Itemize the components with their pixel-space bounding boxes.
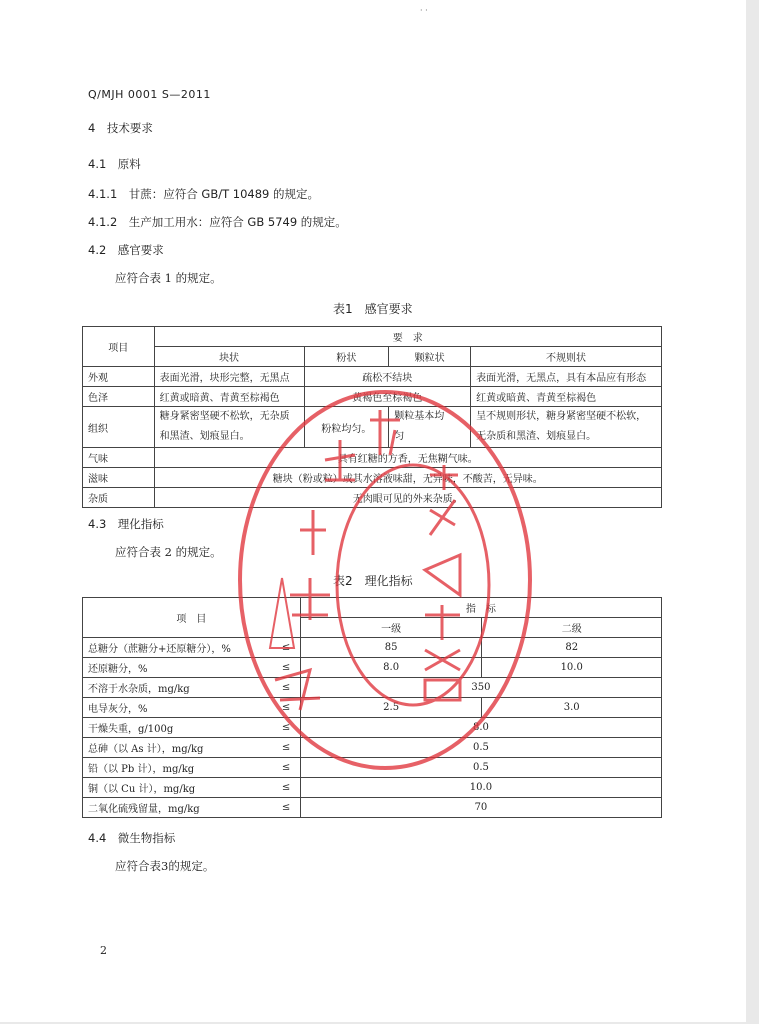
t2-row-grade2: 82 (482, 638, 662, 658)
t2-row-name: 电导灰分，% (83, 698, 273, 718)
t2-row-grade1: 8.0 (300, 658, 482, 678)
t2-row-name: 还原糖分，% (83, 658, 273, 678)
t2-row-name: 不溶于水杂质，mg/kg (83, 678, 273, 698)
table-row (83, 738, 662, 758)
t1-texture-irregular-line2: 无杂质和黑渣、划痕显白。 (476, 431, 597, 442)
t2-row-value: 0.5 (300, 758, 661, 778)
t1-appearance-irregular: 表面光滑，无黑点，具有本品应有形态 (471, 367, 662, 387)
table-row (83, 698, 662, 718)
table-row (83, 798, 662, 818)
t2-row-grade1: 85 (300, 638, 482, 658)
t2-le-sign: ≤ (272, 638, 300, 658)
section-4-3-body: 应符合表 2 的规定。 (115, 545, 222, 559)
table-row (83, 658, 662, 678)
section-4-1-2-text: 4.1.2 生产加工用水：应符合 GB 5749 的规定。 (88, 215, 347, 229)
section-4-1-1-text: 4.1.1 甘蔗：应符合 GB/T 10489 的规定。 (88, 187, 320, 201)
t1-taste-value: 糖块（粉或粒）或其水溶液味甜，无异味，不酸苦，无异味。 (154, 468, 661, 488)
t2-row-value: 70 (300, 798, 661, 818)
t2-le-sign: ≤ (272, 738, 300, 758)
t2-header-grade1: 一级 (300, 618, 482, 638)
t2-le-sign: ≤ (272, 758, 300, 778)
table-row (83, 488, 662, 508)
table-row (83, 778, 662, 798)
t1-header-powder: 粉状 (304, 347, 389, 367)
table-row (83, 678, 662, 698)
t1-color-powder-granule: 黄褐色至棕褐色 (304, 387, 471, 407)
t2-row-grade2: 10.0 (482, 658, 662, 678)
t1-texture-granule-line1: 颗粒基本均 (394, 411, 445, 422)
t2-header-grade2: 二级 (482, 618, 662, 638)
t2-le-sign: ≤ (272, 778, 300, 798)
table-row (83, 448, 662, 468)
table-row (83, 407, 662, 448)
t1-color-irregular: 红黄或暗黄、青黄至棕褐色 (471, 387, 662, 407)
t1-appearance-label: 外观 (83, 367, 155, 387)
table-2-caption: 表2 理化指标 (333, 574, 413, 588)
t1-appearance-block: 表面光滑，块形完整，无黑点 (154, 367, 304, 387)
table-row (83, 468, 662, 488)
t2-row-value: 8.0 (300, 718, 661, 738)
t2-row-value: 0.5 (300, 738, 661, 758)
t1-header-item: 项目 (83, 327, 155, 367)
t1-texture-irregular-line1: 呈不规则形状，糖身紧密坚硬不松软， (476, 411, 647, 422)
t1-impurity-value: 无肉眼可见的外来杂质。 (154, 488, 661, 508)
standard-number: Q/MJH 0001 S—2011 (88, 88, 211, 101)
scan-dots: · · (420, 6, 428, 15)
table-1-sensory (82, 326, 662, 508)
t1-texture-label: 组织 (83, 407, 155, 448)
t1-taste-label: 滋味 (83, 468, 155, 488)
t2-header-index: 指 标 (300, 598, 661, 618)
table-row (83, 638, 662, 658)
t2-row-name: 二氧化硫残留量，mg/kg (83, 798, 273, 818)
section-4-4-title: 4.4 微生物指标 (88, 831, 176, 845)
table-row (83, 387, 662, 407)
t1-texture-block (154, 407, 304, 448)
t2-row-name: 铜（以 Cu 计），mg/kg (83, 778, 273, 798)
t1-texture-granule-line2: 匀 (394, 431, 405, 442)
t1-texture-powder: 粉粒均匀。 (304, 407, 389, 448)
t2-row-grade1: 2.5 (300, 698, 482, 718)
t1-texture-granule (389, 407, 471, 448)
t1-header-requirement: 要 求 (154, 327, 661, 347)
table-1-caption: 表1 感官要求 (333, 302, 413, 316)
page-number: 2 (100, 944, 107, 957)
table-row (83, 367, 662, 387)
section-4-4-body: 应符合表3的规定。 (115, 859, 215, 873)
t2-le-sign: ≤ (272, 718, 300, 738)
t1-header-irregular: 不规则状 (471, 347, 662, 367)
t2-le-sign: ≤ (272, 678, 300, 698)
t2-row-name: 铅（以 Pb 计），mg/kg (83, 758, 273, 778)
t1-appearance-powder-granule: 疏松不结块 (304, 367, 471, 387)
t2-header-item: 项 目 (83, 598, 301, 638)
t2-le-sign: ≤ (272, 798, 300, 818)
table-2-physicochemical (82, 597, 662, 818)
t1-texture-block-line2: 和黑渣、划痕显白。 (159, 431, 250, 442)
t1-texture-block-line1: 糖身紧密坚硬不松软，无杂质 (159, 411, 290, 422)
t1-header-block: 块状 (154, 347, 304, 367)
t2-le-sign: ≤ (272, 658, 300, 678)
t1-impurity-label: 杂质 (83, 488, 155, 508)
t1-header-granule: 颗粒状 (389, 347, 471, 367)
section-4-title: 4 技术要求 (88, 121, 153, 135)
section-4-2-title: 4.2 感官要求 (88, 243, 164, 257)
t1-smell-value: 具有红糖的方香，无焦糊气味。 (154, 448, 661, 468)
section-4-3-title: 4.3 理化指标 (88, 517, 164, 531)
t2-row-grade2: 3.0 (482, 698, 662, 718)
t1-smell-label: 气味 (83, 448, 155, 468)
t1-color-label: 色泽 (83, 387, 155, 407)
section-4-2-body: 应符合表 1 的规定。 (115, 271, 222, 285)
t2-row-value: 350 (300, 678, 661, 698)
t2-row-name: 总糖分（蔗糖分+还原糖分），% (83, 638, 273, 658)
t2-le-sign: ≤ (272, 698, 300, 718)
t2-row-name: 干燥失重，g/100g (83, 718, 273, 738)
section-4-1-title: 4.1 原料 (88, 157, 141, 171)
t2-row-value: 10.0 (300, 778, 661, 798)
table-row (83, 718, 662, 738)
t1-texture-irregular (471, 407, 662, 448)
t1-color-block: 红黄或暗黄、青黄至棕褐色 (154, 387, 304, 407)
table-row (83, 758, 662, 778)
t2-row-name: 总砷（以 As 计），mg/kg (83, 738, 273, 758)
